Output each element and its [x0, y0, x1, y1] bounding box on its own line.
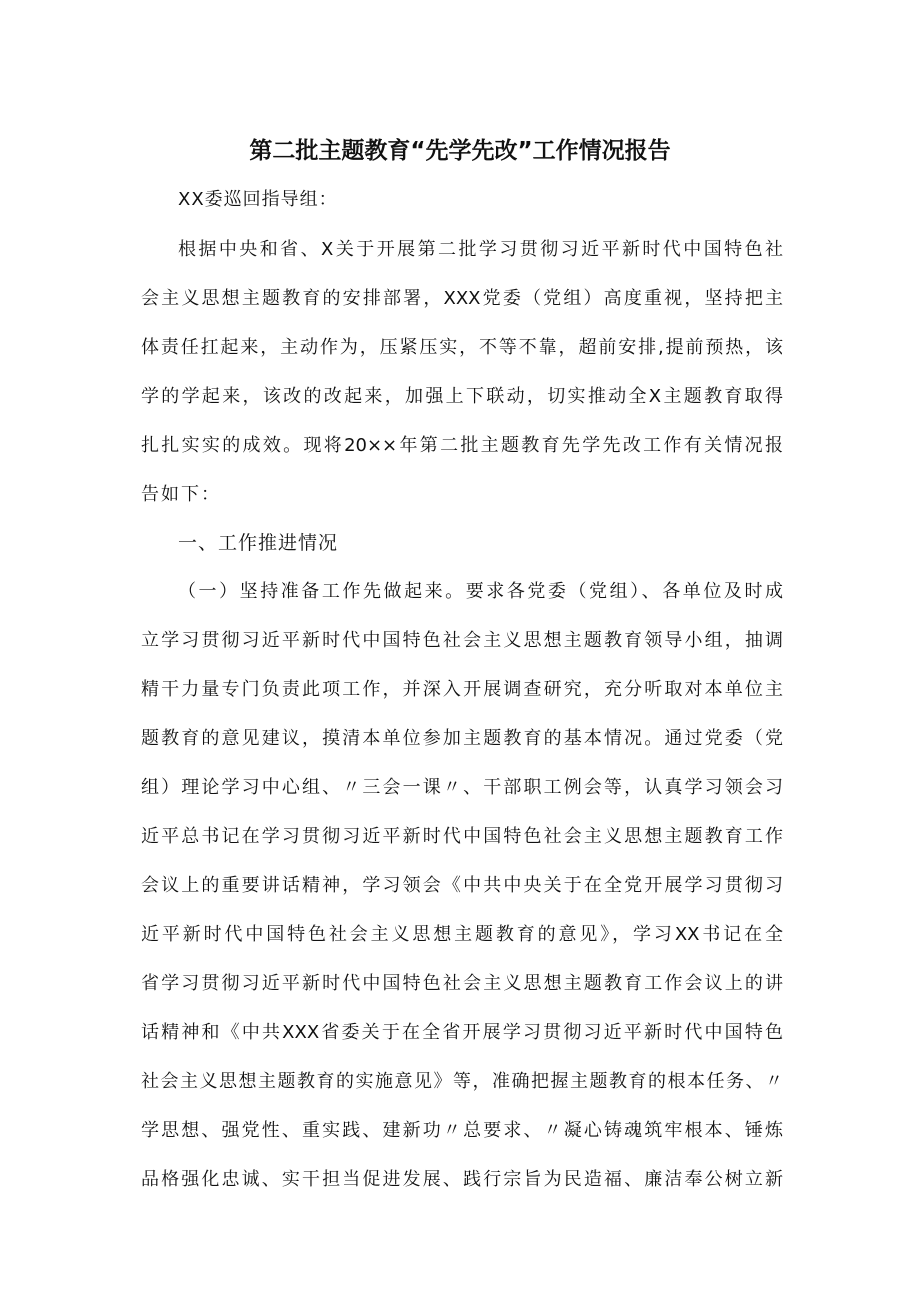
paragraph-2-line: （一）坚持准备工作先做起来。要求各党委（党组）、各单位及时成 — [178, 581, 783, 602]
paragraph-2-line: 组）理论学习中心组、〃三会一课〃、干部职工例会等，认真学习领会习 — [141, 777, 783, 798]
paragraph-2-line: 社会主义思想主题教育的实施意见》等，准确把握主题教育的根本任务、〃 — [141, 1071, 783, 1092]
paragraph-1-line: 根据中央和省、X关于开展第二批学习贯彻习近平新时代中国特色社 — [178, 239, 783, 260]
salutation: XX委巡回指导组： — [178, 189, 338, 210]
paragraph-1-line: 扎扎实实的成效。现将20××年第二批主题教育先学先改工作有关情况报 — [141, 435, 783, 456]
paragraph-2-line: 会议上的重要讲话精神，学习领会《中共中央关于在全党开展学习贯彻习 — [141, 875, 783, 896]
paragraph-2-line: 品格强化忠诚、实干担当促进发展、践行宗旨为民造福、廉洁奉公树立新 — [141, 1169, 783, 1190]
paragraph-1-line: 体责任扛起来，主动作为，压紧压实，不等不靠，超前安排,提前预热，该 — [141, 337, 783, 358]
paragraph-2-line: 立学习贯彻习近平新时代中国特色社会主义思想主题教育领导小组，抽调 — [141, 630, 783, 651]
paragraph-1-line: 告如下： — [141, 484, 221, 505]
paragraph-2-line: 话精神和《中共XXX省委关于在全省开展学习贯彻习近平新时代中国特色 — [141, 1022, 783, 1043]
paragraph-2-line: 学思想、强党性、重实践、建新功〃总要求、〃凝心铸魂筑牢根本、锤炼 — [141, 1120, 783, 1141]
paragraph-2-line: 精干力量专门负责此项工作，并深入开展调查研究，充分听取对本单位主 — [141, 679, 783, 700]
paragraph-2-line: 省学习贯彻习近平新时代中国特色社会主义思想主题教育工作会议上的讲 — [141, 973, 783, 994]
paragraph-2-line: 题教育的意见建议，摸清本单位参加主题教育的基本情况。通过党委（党 — [141, 728, 783, 749]
paragraph-1-line: 学的学起来，该改的改起来，加强上下联动，切实推动全X主题教育取得 — [141, 386, 783, 407]
section-heading: 一、工作推进情况 — [178, 532, 339, 554]
document-title: 第二批主题教育“先学先改”工作情况报告 — [249, 138, 671, 164]
paragraph-1-line: 会主义思想主题教育的安排部署，XXX党委（党组）高度重视，坚持把主 — [141, 288, 783, 309]
paragraph-2-line: 近平新时代中国特色社会主义思想主题教育的意见》，学习XX书记在全 — [141, 924, 783, 945]
paragraph-2-line: 近平总书记在学习贯彻习近平新时代中国特色社会主义思想主题教育工作 — [141, 826, 783, 847]
